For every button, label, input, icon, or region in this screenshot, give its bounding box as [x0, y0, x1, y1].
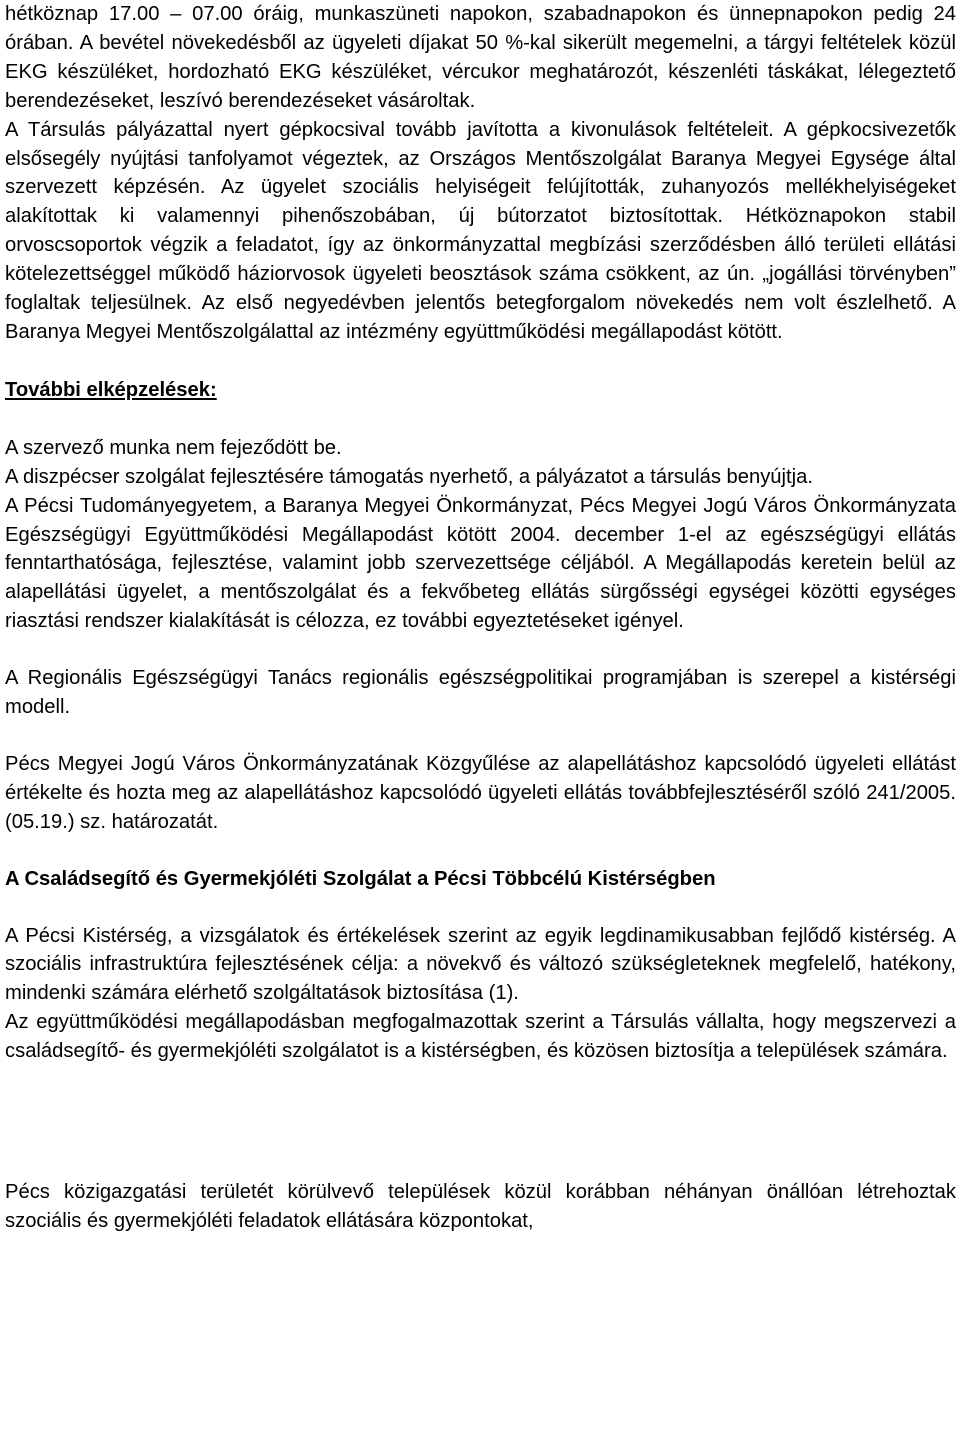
paragraph-dispatcher-service: A diszpécser szolgálat fejlesztésére támogatás nyerhető, a pályázatot a társulás benyújtja.	[5, 465, 813, 488]
paragraph-association-vehicle: A Társulás pályázattal nyert gépkocsival tovább javította a kivonulások feltételeit. A gépkocsivezetők elsősegély nyújtási tanfolyamot végeztek, az Országos Mentőszolgálat Baranya Megyei Egysége által szervezett képzésén. Az ügyelet szociális helyiségeit felújították, zuhanyozós mellékhelyiségeket alakítottak ki valamennyi pihenőszobában, új bútorzatot biztosítottak. Hétköznapokon stabil orvoscsoportok végzik a feladatot, így az önkormányzattal megbízási szerződésben álló területi ellátási kötelezettséggel működő háziorvosok ügyeleti beosztások száma csökkent, az ún. „jogállási törvényben” foglaltak teljesülnek. Az első negyedévben jelentős betegforgalom növekedés nem volt észlelhető. A Baranya Megyei Mentőszolgálattal az intézmény együttműködési megállapodást kötött.	[5, 118, 956, 343]
spacer	[5, 1122, 956, 1150]
paragraph-city-assembly: Pécs Megyei Jogú Város Önkormányzatának Közgyűlése az alapellátáshoz kapcsolódó ügyeleti ellátást értékelte és hozta meg az alapellátáshoz kapcsolódó ügyeleti ellátás továbbfejlesztéséről szóló 241/2005. (05.19.) sz. határozatát.	[5, 752, 956, 833]
spacer	[5, 405, 956, 434]
spacer	[5, 347, 956, 376]
heading-family-support-service: A Családsegítő és Gyermekjóléti Szolgálat a Pécsi Többcélú Kistérségben	[5, 867, 716, 890]
paragraph-cooperation-agreement: A Pécsi Tudományegyetem, a Baranya Megyei Önkormányzat, Pécs Megyei Jogú Város Önkormányzata Egészségügyi Együttműködési Megállapodást kötött 2004. december 1-el az egészségügyi ellátás fenntarthatósága, fejlesztése, valamint jobb szervezettsége céljából. A Megállapodás keretein belül az alapellátási ügyelet, a mentőszolgálat és a fekvőbeteg ellátás sürgősségi egységei közötti egységes riasztási rendszer kialakítását is célozza, ez további egyeztetéseket igényel.	[5, 494, 956, 633]
spacer	[5, 894, 956, 922]
spacer	[5, 1150, 956, 1178]
document-page	[5, 0, 956, 1236]
paragraph-duty-hours: hétköznap 17.00 – 07.00 óráig, munkaszüneti napokon, szabadnapokon és ünnepnapokon pedig 24 órában. A bevétel növekedésből az ügyeleti díjakat 50 %-kal sikerült megemelni, a tárgyi feltételek közül EKG készüléket, hordozható EKG készüléket, vércukor meghatározót, készenléti táskákat, lélegeztető berendezéseket, leszívó berendezéseket vásároltak.	[5, 3, 956, 112]
heading-further-plans: További elképzelések:	[5, 378, 217, 401]
spacer	[5, 1066, 956, 1094]
paragraph-surrounding-settlements: Pécs közigazgatási területét körülvevő települések közül korábban néhányan önállóan létrehoztak szociális és gyermekjóléti feladatok ellátására központokat,	[5, 1181, 956, 1232]
spacer	[5, 1094, 956, 1122]
spacer	[5, 722, 956, 750]
spacer	[5, 636, 956, 664]
paragraph-association-undertaking: Az együttműködési megállapodásban megfogalmazottak szerint a Társulás vállalta, hogy megszervezi a családsegítő- és gyermekjóléti szolgálatot is a kistérségben, és közösen biztosítja a települések számára.	[5, 1011, 956, 1063]
paragraph-pecs-region: A Pécsi Kistérség, a vizsgálatok és értékelések szerint az egyik legdinamikusabban fejlődő kistérség. A szociális infrastruktúra fejlesztésének célja: a növekvő és változó szükségleteknek megfelelő, hatékony, mindenki számára elérhető szolgáltatások biztosítása (1).	[5, 924, 956, 1005]
spacer	[5, 837, 956, 865]
paragraph-organizing-work: A szervező munka nem fejeződött be.	[5, 436, 342, 459]
paragraph-regional-council: A Regionális Egészségügyi Tanács regionális egészségpolitikai programjában is szerepel a kistérségi modell.	[5, 667, 956, 719]
